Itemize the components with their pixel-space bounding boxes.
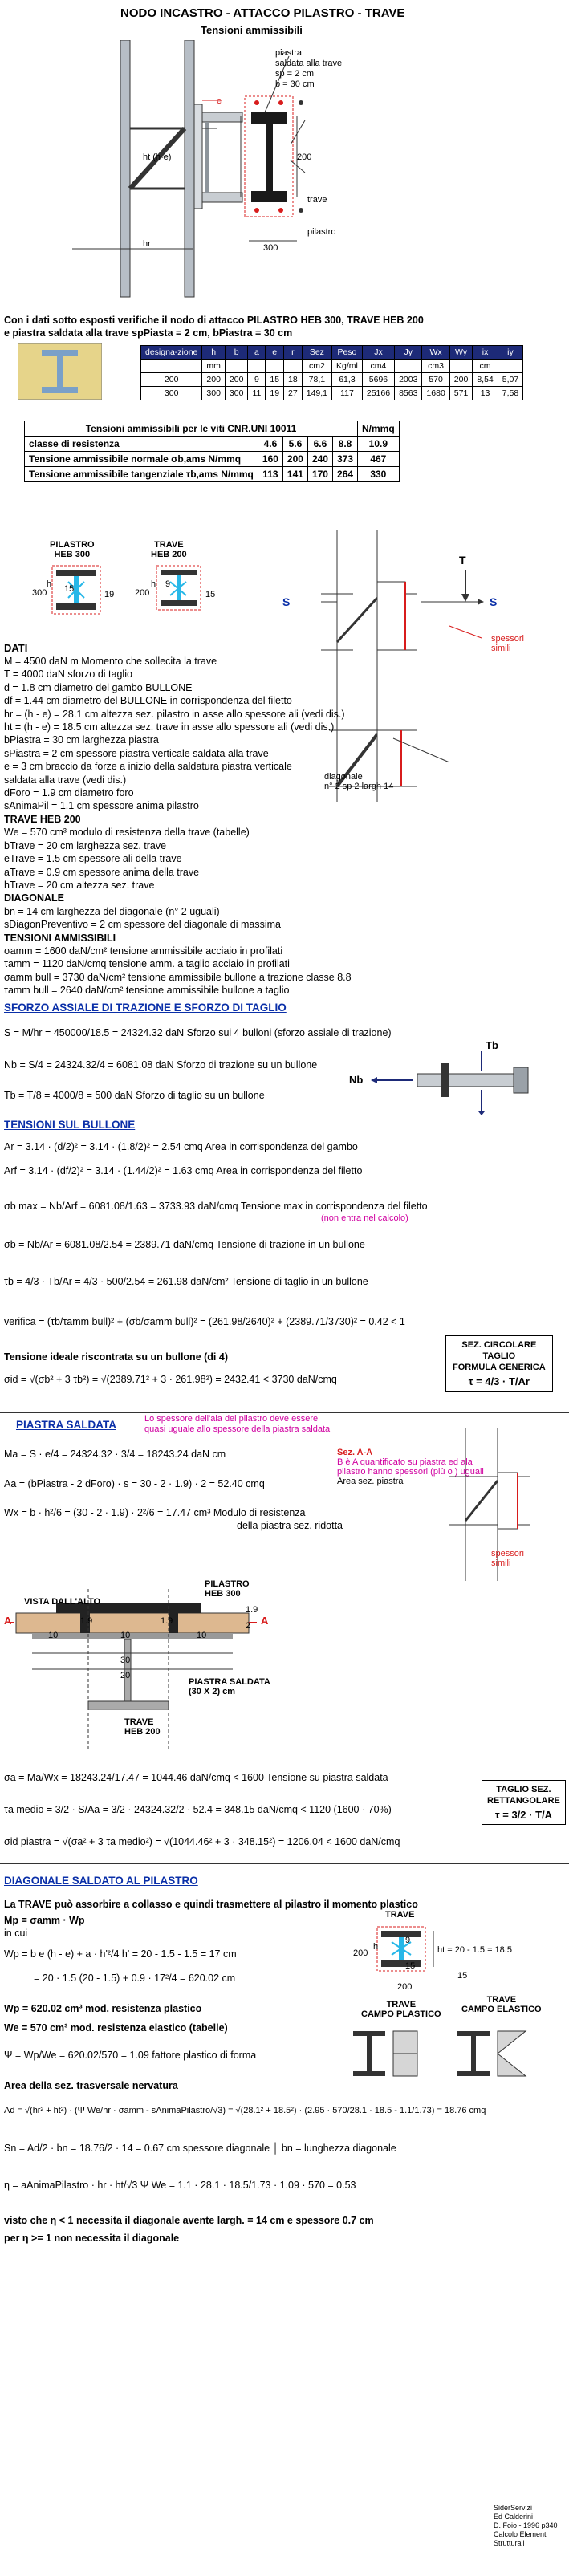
fig5-t9: 9 — [405, 1936, 411, 1945]
fig3-Tb: Tb — [486, 1039, 498, 1051]
fig2-t9: 9 — [165, 579, 171, 589]
bolt-box-4: τ = 4/3 · T/Ar — [468, 1375, 530, 1388]
diag-line-5: Wp = 620.02 cm³ mod. resistenza plastico — [4, 2003, 202, 2014]
fig2-p19: 19 — [104, 590, 115, 599]
profile-cell: 15 — [266, 373, 284, 387]
credit-2: Ed Calderini — [494, 2513, 534, 2521]
credit-3: D. Foio - 1996 p340 — [494, 2521, 558, 2529]
profile-header-cell: e — [266, 346, 284, 360]
section-A-right: A — [261, 1615, 269, 1627]
profile-cell: 200 — [449, 373, 473, 387]
dati-line: df = 1.44 cm diametro del BULLONE in corrispondenza del filetto — [4, 695, 292, 707]
bolt-stress-table — [24, 421, 400, 482]
label-200: 200 — [297, 152, 312, 162]
dati-line: σamm bull = 3730 daN/cm² tensione ammissibile bullone a trazione classe 8.8 — [4, 971, 352, 983]
dati-line: We = 570 cm³ modulo di resistenza della trave (tabelle) — [4, 827, 250, 839]
dati-line: T = 4000 daN sforzo di taglio — [4, 668, 132, 681]
diag-line-7: Ψ = Wp/We = 620.02/570 = 1.09 fattore plastico di forma — [4, 2050, 257, 2061]
bullone-line-6: verifica = (τb/τamm bull)² + (σb/σamm bull)² = (261.98/2640)² + (2389.71/3730)² = 0.42 < 1 — [4, 1316, 405, 1327]
profile-header-cell: Peso — [332, 346, 363, 360]
profile-unit-cell — [225, 360, 248, 373]
bolt-cell: 4.6 — [258, 437, 282, 452]
vista-trave-2: HEB 200 — [124, 1727, 161, 1737]
piastra-line-3: Wx = b · h²/6 = (30 - 2 · 1.9) · 2²/6 = 17.47 cm³ Modulo di resistenza — [4, 1507, 306, 1518]
vista-pil-2: HEB 300 — [205, 1589, 241, 1599]
profile-cell: 1680 — [422, 387, 449, 400]
section-piastra: PIASTRA SALDATA — [16, 1419, 116, 1431]
dati-title: DATI — [4, 642, 28, 654]
bolt-cell: 240 — [307, 452, 332, 467]
dati-line: aTrave = 0.9 cm spessore anima della trave — [4, 866, 200, 878]
fig6-plastico — [361, 2000, 441, 2019]
diag-line-4: = 20 · 1.5 (20 - 1.5) + 0.9 · 17²/4 = 620.02 cm — [34, 1973, 236, 1984]
fig2-trave-label — [151, 540, 187, 559]
profile-header-cell: Sez — [302, 346, 331, 360]
profile-cell: 61,3 — [332, 373, 363, 387]
dati-line: sAnimaPil = 1.1 cm spessore anima pilastro — [4, 800, 199, 812]
plate-label — [275, 48, 342, 90]
diag-line-11: η = aAnimaPilastro · hr · ht/√3 Ψ We = 1.1 · 28.1 · 18.5/1.73 · 1.09 · 570 = 0.53 — [4, 2180, 356, 2191]
fig5-t15: 15 — [405, 1961, 416, 1971]
divider-2 — [0, 1863, 569, 1864]
bolt-cell: 160 — [258, 452, 282, 467]
label-hr: hr — [143, 239, 151, 249]
label-trave: trave — [307, 195, 327, 205]
dim-7: 2 — [246, 1621, 251, 1631]
profile-cell: 8563 — [395, 387, 422, 400]
plate-label-1: piastra — [275, 48, 303, 58]
profile-unit-cell — [498, 360, 522, 373]
vista-psald-1: PIASTRA SALDATA — [189, 1677, 270, 1687]
dim-3: 10 — [197, 1631, 207, 1640]
bullone-line-8: σid = √(σb² + 3 τb²) = √(2389.71² + 3 · 261.98²) = 2432.41 < 3730 daN/cmq — [4, 1374, 337, 1385]
diag-line-12: visto che η < 1 necessita il diagonale avente largh. = 14 cm e spessore 0.7 cm — [4, 2215, 374, 2226]
profile-unit-cell — [449, 360, 473, 373]
fig5-t200: 200 — [353, 1948, 368, 1958]
bolt-row-label: Tensione ammissibile normale σb,ams N/mmq — [25, 452, 258, 467]
intro-line-2: e piastra saldata alla trave spPiasta = 2 cm, bPiastra = 30 cm — [4, 327, 293, 339]
profile-cell: 2003 — [395, 373, 422, 387]
bolt-cell: 200 — [282, 452, 307, 467]
fig5-trave: TRAVE — [385, 1910, 415, 1920]
credit-4: Calcolo Elementi Strutturali — [494, 2530, 548, 2547]
profile-header-cell: h — [202, 346, 226, 360]
piastra-spessori — [491, 1549, 524, 1568]
bolt-row-label: classe di resistenza — [25, 437, 258, 452]
fig2-t200: 200 — [135, 588, 150, 598]
bullone-line-4: σb = Nb/Ar = 6081.08/2.54 = 2389.71 daN/cmq Tensione di trazione in un bullone — [4, 1239, 365, 1250]
fig2-spessori-2: simili — [491, 644, 511, 653]
dati-line: d = 1.8 cm diametro del gambo BULLONE — [4, 681, 193, 693]
section-sforzo: SFORZO ASSIALE DI TRAZIONE E SFORZO DI TAGLIO — [4, 1002, 287, 1014]
vista-trave-1: TRAVE — [124, 1717, 154, 1727]
fig2-sections — [32, 562, 233, 626]
fig3-Nb: Nb — [349, 1074, 364, 1086]
bolt-cell: 10.9 — [358, 437, 400, 452]
page-title: NODO INCASTRO - ATTACCO PILASTRO - TRAVE — [120, 6, 405, 20]
profile-cell: 570 — [422, 373, 449, 387]
profile-cell: 25166 — [362, 387, 394, 400]
bullone-line-3: σb max = Nb/Arf = 6081.08/1.63 = 3733.93 daN/cmq Tensione max in corrispondenza del filetto — [4, 1201, 428, 1212]
profile-header-cell: Jx — [362, 346, 394, 360]
bolt-cell: 6.6 — [307, 437, 332, 452]
dati-line: sDiagonPreventivo = 2 cm spessore del diagonale di massima — [4, 919, 281, 931]
dim-5: 1.9 — [161, 1616, 173, 1626]
bolt-table-title: Tensioni ammissibili per le viti CNR.UNI 10011 — [25, 421, 358, 437]
fig2-diag-2: n° 2 sp 2 largh 14 — [324, 782, 394, 791]
dim-6: 1.9 — [246, 1605, 258, 1615]
piastra-note-1: Lo spessore dell'ala del pilastro deve essere — [144, 1414, 319, 1424]
fig2-T: T — [459, 554, 466, 567]
fig2-spessori — [491, 634, 524, 653]
sforzo-line-2: Nb = S/4 = 24324.32/4 = 6081.08 daN Sforzo di trazione su un bullone — [4, 1059, 318, 1071]
piastra-note-2: quasi uguale allo spessore della piastra saldata — [144, 1424, 331, 1434]
node-drawing — [64, 40, 482, 305]
sforzo-line-3: Tb = T/8 = 4000/8 = 500 daN Sforzo di taglio su un bullone — [4, 1090, 265, 1101]
fig2-S-right: S — [490, 595, 498, 608]
fig2-th: h — [151, 579, 156, 589]
profile-cell: 18 — [284, 373, 303, 387]
fig2-pilastro-2: HEB 300 — [54, 550, 91, 559]
profile-unit-cell — [284, 360, 303, 373]
piastra-note — [144, 1414, 330, 1435]
fig2-ph: h — [47, 579, 52, 589]
diag-line-10: Sn = Ad/2 · bn = 18.76/2 · 14 = 0.67 cm spessore diagonale │ bn = lunghezza diagonale — [4, 2143, 396, 2154]
profile-cell: 7,58 — [498, 387, 522, 400]
section-diagonale: DIAGONALE SALDATO AL PILASTRO — [4, 1875, 198, 1887]
fig5-h: h — [373, 1942, 379, 1952]
bolt-table-unit: N/mmq — [358, 421, 400, 437]
profile-header-cell: ix — [473, 346, 498, 360]
dim-9: 20 — [120, 1671, 131, 1680]
divider — [0, 1412, 569, 1413]
dati-line: TENSIONI AMMISSIBILI — [4, 932, 116, 944]
profile-cell: 300 — [141, 387, 202, 400]
dati-line: dForo = 1.9 cm diametro foro — [4, 787, 134, 799]
profile-unit-cell: Kg/ml — [332, 360, 363, 373]
vista-trave — [124, 1717, 161, 1737]
profile-cell: 13 — [473, 387, 498, 400]
rect-box-3: τ = 3/2 · T/A — [494, 1809, 553, 1821]
bullone-line-5: τb = 4/3 · Tb/Ar = 4/3 · 500/2.54 = 261.98 daN/cm² Tensione di taglio in un bullone — [4, 1276, 368, 1287]
dati-line: τamm bull = 2640 daN/cm² tensione ammissibile bullone a taglio — [4, 985, 290, 997]
profile-header-cell: Wy — [449, 346, 473, 360]
credits — [494, 2504, 569, 2548]
dati-line: M = 4500 daN m Momento che sollecita la trave — [4, 656, 217, 667]
profile-unit-cell: cm3 — [422, 360, 449, 373]
dati-list — [4, 655, 352, 997]
vista-label: VISTA DALL'ALTO — [24, 1597, 101, 1607]
piastra-side-4: Area sez. piastra — [337, 1477, 404, 1486]
fig2-pilastro-label — [50, 540, 95, 559]
label-pilastro: pilastro — [307, 227, 336, 237]
bolt-cell: 8.8 — [332, 437, 357, 452]
sforzo-line-1: S = M/hr = 450000/18.5 = 24324.32 daN Sforzo sui 4 bulloni (sforzo assiale di trazione) — [4, 1027, 392, 1038]
fig2-t15: 15 — [205, 590, 216, 599]
profile-header-cell: a — [248, 346, 266, 360]
profile-cell: 5,07 — [498, 373, 522, 387]
profile-unit-cell: cm4 — [362, 360, 394, 373]
piastra-side-2: B è A quantificato su piastra ed ala — [337, 1457, 473, 1467]
vista-pil-1: PILASTRO — [205, 1579, 250, 1589]
profile-cell: 5696 — [362, 373, 394, 387]
profile-unit-cell: mm — [202, 360, 226, 373]
bolt-box-2: TAGLIO — [482, 1351, 516, 1361]
bolt-cell: 330 — [358, 467, 400, 482]
profile-cell: 19 — [266, 387, 284, 400]
vista-psald — [189, 1677, 270, 1696]
dati-line: hTrave = 20 cm altezza sez. trave — [4, 879, 155, 891]
diag-line-1: Mp = σamm · Wp — [4, 1915, 85, 1926]
fig2-diag-1: diagonale — [324, 772, 363, 782]
piastra-line-1: Ma = S · e/4 = 24324.32 · 3/4 = 18243.24 daN cm — [4, 1448, 226, 1460]
bolt-cell: 373 — [332, 452, 357, 467]
diag-line-6: We = 570 cm³ mod. resistenza elastico (tabelle) — [4, 2022, 228, 2034]
dati-line: sPiastra = 2 cm spessore piastra verticale saldata alla trave — [4, 747, 269, 759]
profile-unit-cell — [141, 360, 202, 373]
bullone-line-7: Tensione ideale riscontrata su un bullone (di 4) — [4, 1351, 228, 1363]
credit-1: SiderServizi — [494, 2504, 533, 2512]
dati-line: saldata alla trave (vedi dis.) — [4, 774, 127, 786]
profile-cell: 200 — [225, 373, 248, 387]
fig5-t200b: 200 — [397, 1982, 413, 1992]
label-300: 300 — [263, 243, 278, 253]
intro-line-1: Con i dati sotto esposti verifiche il nodo di attacco PILASTRO HEB 300, TRAVE HEB 200 — [4, 315, 424, 326]
profile-cell: 300 — [225, 387, 248, 400]
bolt-cell: 170 — [307, 467, 332, 482]
profile-thumbnail — [18, 343, 102, 400]
profile-header-cell: r — [284, 346, 303, 360]
profile-unit-cell — [395, 360, 422, 373]
bolt-box-1: SEZ. CIRCOLARE — [461, 1340, 537, 1350]
dim-4: 1.9 — [80, 1616, 93, 1626]
bolt-cell: 264 — [332, 467, 357, 482]
plate-label-2: saldata alla trave — [275, 59, 343, 68]
bolt-cell: 113 — [258, 467, 282, 482]
piastra-spessori-1: spessori — [491, 1549, 524, 1558]
profile-cell: 300 — [202, 387, 226, 400]
bullone-line-1: Ar = 3.14 · (d/2)² = 3.14 · (1.8/2)² = 2.54 cmq Area in corrispondenza del gambo — [4, 1141, 358, 1152]
fig6-diagrams — [345, 2027, 562, 2083]
piastra-spessori-2: simili — [491, 1558, 511, 1568]
fig6-plastico-2: CAMPO PLASTICO — [361, 2009, 441, 2019]
page-subtitle: Tensioni ammissibili — [201, 24, 303, 36]
piastra-line-2: Aa = (bPiastra - 2 dForo) · s = 30 - 2 · 1.9) · 2 = 52.40 cmq — [4, 1478, 265, 1489]
dati-line: bn = 14 cm larghezza del diagonale (n° 2 uguali) — [4, 905, 220, 917]
bullone-note: (non entra nel calcolo) — [321, 1213, 408, 1223]
dim-8: 30 — [120, 1656, 131, 1665]
bolt-box-3: FORMULA GENERICA — [453, 1363, 546, 1372]
bolt-formula-box — [445, 1335, 553, 1392]
piastra-side-3: pilastro hanno spessori (più o ) uguali — [337, 1467, 484, 1477]
label-ht: ht (h-e) — [143, 152, 172, 162]
diag-intro: La TRAVE può assorbire a collasso e quindi trasmettere al pilastro il momento plastico — [4, 1899, 418, 1910]
fig6-elastico-2: CAMPO ELASTICO — [461, 2005, 542, 2014]
bullone-line-2: Arf = 3.14 · (df/2)² = 3.14 · (1.44/2)² = 1.63 cmq Area in corrispondenza del filetto — [4, 1165, 363, 1176]
fig2-spessori-1: spessori — [491, 634, 524, 644]
fig5-section — [353, 1923, 468, 1987]
dati-line: bPiastra = 30 cm larghezza piastra — [4, 734, 159, 746]
dati-line: hr = (h - e) = 28.1 cm altezza sez. pilastro in asse allo spessore ali (vedi dis.) — [4, 708, 345, 720]
bolt-cell: 467 — [358, 452, 400, 467]
bolt-row-label: Tensione ammissibile tangenziale τb,ams N/mmq — [25, 467, 258, 482]
dati-line: ht = (h - e) = 18.5 cm altezza sez. trave in asse allo spessore ali (vedi dis.) — [4, 721, 335, 733]
profile-cell: 149,1 — [302, 387, 331, 400]
dati-line: τamm = 1120 daN/cmq tensione amm. a taglio acciaio in profilati — [4, 958, 290, 970]
profile-cell: 200 — [202, 373, 226, 387]
fig6-elastico-1: TRAVE — [486, 1995, 517, 2005]
plate-label-4: b = 30 cm — [275, 79, 315, 89]
dati-line: e = 3 cm braccio da forze a inizio della saldatura piastra verticale — [4, 761, 292, 773]
label-e: e — [217, 96, 222, 106]
bolt-drawing — [353, 1051, 562, 1115]
piastra-side-1: Sez. A-A — [337, 1448, 373, 1457]
rect-formula-box — [482, 1780, 566, 1825]
profile-cell: 78,1 — [302, 373, 331, 387]
profile-cell: 9 — [248, 373, 266, 387]
fig2-p15: 15 — [64, 584, 75, 594]
fig6-elastico — [461, 1995, 542, 2014]
profile-header-cell: designa-zione — [141, 346, 202, 360]
dati-line: σamm = 1600 daN/cm² tensione ammissibile acciaio in profilati — [4, 945, 283, 957]
vista-pil — [205, 1579, 250, 1599]
vista-psald-2: (30 X 2) cm — [189, 1687, 236, 1696]
piastra2-line-3: σid piastra = √(σa² + 3 τa medio²) = √(1044.46² + 3 · 348.15²) = 1206.04 < 1600 daN/cmq — [4, 1836, 400, 1847]
profile-cell: 571 — [449, 387, 473, 400]
profile-unit-cell: cm2 — [302, 360, 331, 373]
fig5-hprime: ht = 20 - 1.5 = 18.5 — [437, 1945, 512, 1955]
fig2-S-left: S — [282, 595, 291, 608]
fig2-trave-2: HEB 200 — [151, 550, 187, 559]
profile-header-cell: b — [225, 346, 248, 360]
bolt-cell: 141 — [282, 467, 307, 482]
rect-box-2: RETTANGOLARE — [487, 1796, 560, 1806]
piastra2-line-1: σa = Ma/Wx = 18243.24/17.47 = 1044.46 daN/cmq < 1600 Tensione su piastra saldata — [4, 1772, 388, 1783]
rect-box-1: TAGLIO SEZ. — [496, 1785, 551, 1794]
profile-unit-cell: cm — [473, 360, 498, 373]
dati-line: TRAVE HEB 200 — [4, 813, 81, 825]
profile-unit-cell — [248, 360, 266, 373]
dim-2: 10 — [120, 1631, 131, 1640]
dati-line: bTrave = 20 cm larghezza sez. trave — [4, 839, 167, 851]
profile-cell: 8,54 — [473, 373, 498, 387]
bolt-cell: 5.6 — [282, 437, 307, 452]
profile-header-cell: iy — [498, 346, 522, 360]
diag-line-13: per η >= 1 non necessita il diagonale — [4, 2233, 180, 2244]
piastra2-line-2: τa medio = 3/2 · S/Aa = 3/2 · 24324.32/2 · 52.4 = 348.15 daN/cmq < 1120 (1600 · 70%) — [4, 1804, 392, 1815]
dati-line: eTrave = 1.5 cm spessore ali della trave — [4, 853, 182, 865]
diag-line-8: Area della sez. trasversale nervatura — [4, 2080, 178, 2091]
fig2-trave-1: TRAVE — [154, 540, 184, 550]
piastra-line-4: della piastra sez. ridotta — [237, 1520, 343, 1531]
section-bullone: TENSIONI SUL BULLONE — [4, 1119, 136, 1131]
diag-line-2: in cui — [4, 1928, 28, 1939]
profile-cell: 11 — [248, 387, 266, 400]
dim-1: 10 — [48, 1631, 59, 1640]
profile-table — [140, 345, 523, 400]
section-A-left: A — [4, 1615, 12, 1627]
fig2-pilastro-1: PILASTRO — [50, 540, 95, 550]
dati-line: DIAGONALE — [4, 892, 64, 904]
profile-unit-cell — [266, 360, 284, 373]
diag-line-3: Wp = b e (h - e) + a · h'²/4 h' = 20 - 1.5 - 1.5 = 17 cm — [4, 1948, 237, 1960]
plate-label-3: sp = 2 cm — [275, 69, 314, 79]
profile-header-cell: Jy — [395, 346, 422, 360]
fig2-p300: 300 — [32, 588, 47, 598]
profile-cell: 200 — [141, 373, 202, 387]
profile-cell: 27 — [284, 387, 303, 400]
diag-line-9: Ad = √(hr² + ht²) · (Ψ We/hr · σamm - sAnimaPilastro/√3) = √(28.1² + 18.5²) · (2.95 · 570/28.1 · 18.5 - 1.1/1.73) = 18.76 cmq — [4, 2106, 486, 2115]
profile-header-cell: Wx — [422, 346, 449, 360]
fig5-t15b: 15 — [457, 1971, 468, 1981]
profile-cell: 117 — [332, 387, 363, 400]
fig6-plastico-1: TRAVE — [386, 2000, 417, 2009]
